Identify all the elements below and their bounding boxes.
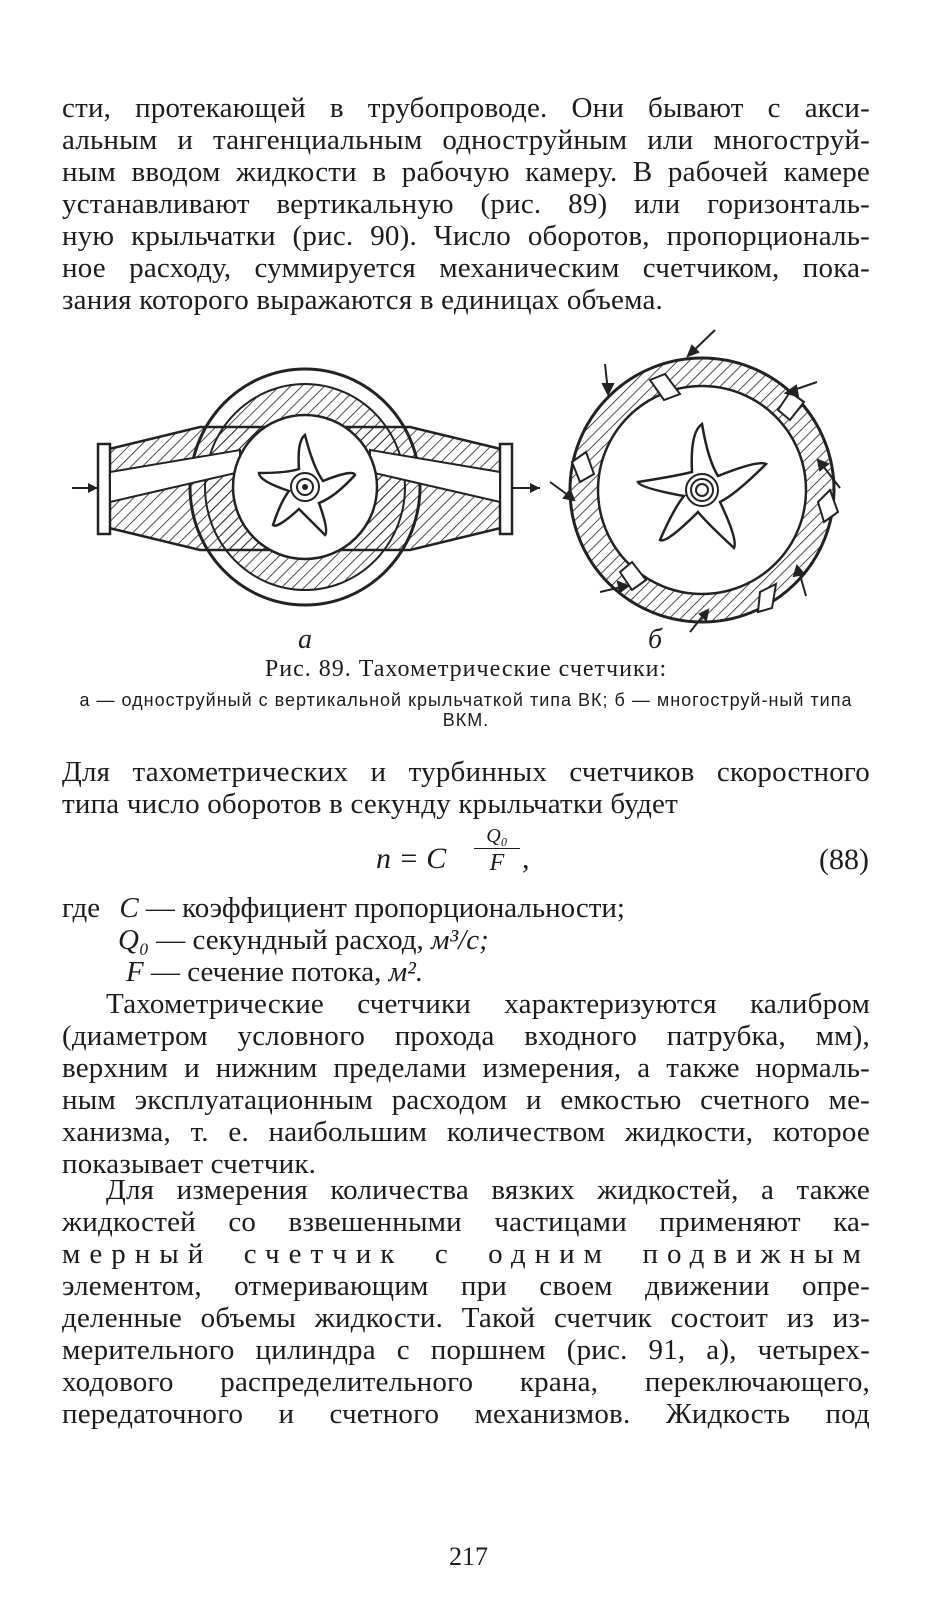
page-number: 217 <box>449 1542 488 1571</box>
where-line-2 <box>118 924 489 956</box>
text-line: устанавливают вертикальную (рис. 89) или горизонталь- <box>62 188 870 220</box>
tachometric-meters-drawing <box>60 322 880 642</box>
text-line: Для измерения количества вязких жидкостей, а также <box>106 1174 870 1206</box>
text-line: жидкостей со взвешенными частицами применяют ка- <box>62 1206 870 1238</box>
symbol-f: F <box>126 956 144 988</box>
symbol-c: C <box>119 892 139 924</box>
paragraph-3 <box>62 988 870 1180</box>
fraction-bar <box>474 848 520 849</box>
text-line: элементом, отмеривающим при своем движении опре- <box>62 1270 870 1302</box>
symbol-q0: Q₀ <box>118 924 150 956</box>
text-line: мерный счетчик с одним подвижным <box>62 1238 870 1270</box>
unit-flow: м³/с; <box>431 924 489 956</box>
text-line: передаточного и счетного механизмов. Жидкость под <box>62 1398 870 1430</box>
meter-a-drawing <box>72 369 540 605</box>
paragraph-1 <box>62 92 870 316</box>
unit-area: м². <box>388 956 424 988</box>
text-line: сти, протекающей в трубопроводе. Они бывают с акси- <box>62 92 870 124</box>
text-line: альным и тангенциальным одноструйным или многоструй- <box>62 124 870 156</box>
where-line-3 <box>126 956 423 988</box>
formula-denominator: F <box>489 850 505 876</box>
symbol-f-description: — сечение потока, <box>150 956 382 988</box>
text-line: Тахометрические счетчики характеризуются калибром <box>106 988 870 1020</box>
formula-fraction <box>474 826 520 875</box>
paragraph-2 <box>62 756 870 820</box>
text-line: ным вводом жидкости в рабочую камеру. В рабочей камере <box>62 156 870 188</box>
text-line: зания которого выражаются в единицах объема. <box>62 284 663 316</box>
text-line: мерительного цилиндра с поршнем (рис. 91, а), четырех- <box>62 1334 870 1366</box>
figure-caption-body: а — одноструйный с вертикальной крыльчаткой типа ВК; б — многоструй-ный типа ВКМ. <box>79 690 853 730</box>
formula-numerator: Q₀ <box>486 825 508 847</box>
text-line: ное расходу, суммируется механическим счетчиком, пока- <box>62 252 870 284</box>
where-prefix: где <box>62 892 101 924</box>
text-line: Для тахометрических и турбинных счетчиков скоростного <box>62 756 870 788</box>
where-line-1 <box>62 892 625 924</box>
text-line: ханизма, т. е. наибольшим количеством жидкости, которое <box>62 1116 870 1148</box>
figure-caption-title: Рис. 89. Тахометрические счетчики: <box>264 656 668 682</box>
text-line: (диаметром условного прохода входного патрубка, мм), <box>62 1020 870 1052</box>
text-line: типа число оборотов в секунду крыльчатки будет <box>62 788 679 820</box>
meter-b-drawing <box>550 330 840 632</box>
figure-89 <box>60 322 880 662</box>
text-line: ходового распределительного крана, переключающего, <box>62 1366 870 1398</box>
text-line: показывает счетчик. <box>62 1148 317 1180</box>
text-line: ным эксплуатационным расходом и емкостью счетного ме- <box>62 1084 870 1116</box>
figure-label-b: б <box>648 624 663 655</box>
formula-comma: , <box>522 842 530 875</box>
text-line: верхним и нижним пределами измерения, а также нормаль- <box>62 1052 870 1084</box>
paragraph-4 <box>62 1174 870 1430</box>
symbol-q0-description: — секундный расход, <box>156 924 424 956</box>
figure-label-a: а <box>298 624 312 655</box>
text-line: ную крыльчатки (рис. 90). Число оборотов, пропорциональ- <box>62 220 870 252</box>
formula-lhs: n = C <box>376 842 447 875</box>
text-line: деленные объемы жидкости. Такой счетчик состоит из из- <box>62 1302 870 1334</box>
equation-number: (88) <box>819 843 869 876</box>
symbol-c-description: — коэффициент пропорциональности; <box>145 892 625 924</box>
